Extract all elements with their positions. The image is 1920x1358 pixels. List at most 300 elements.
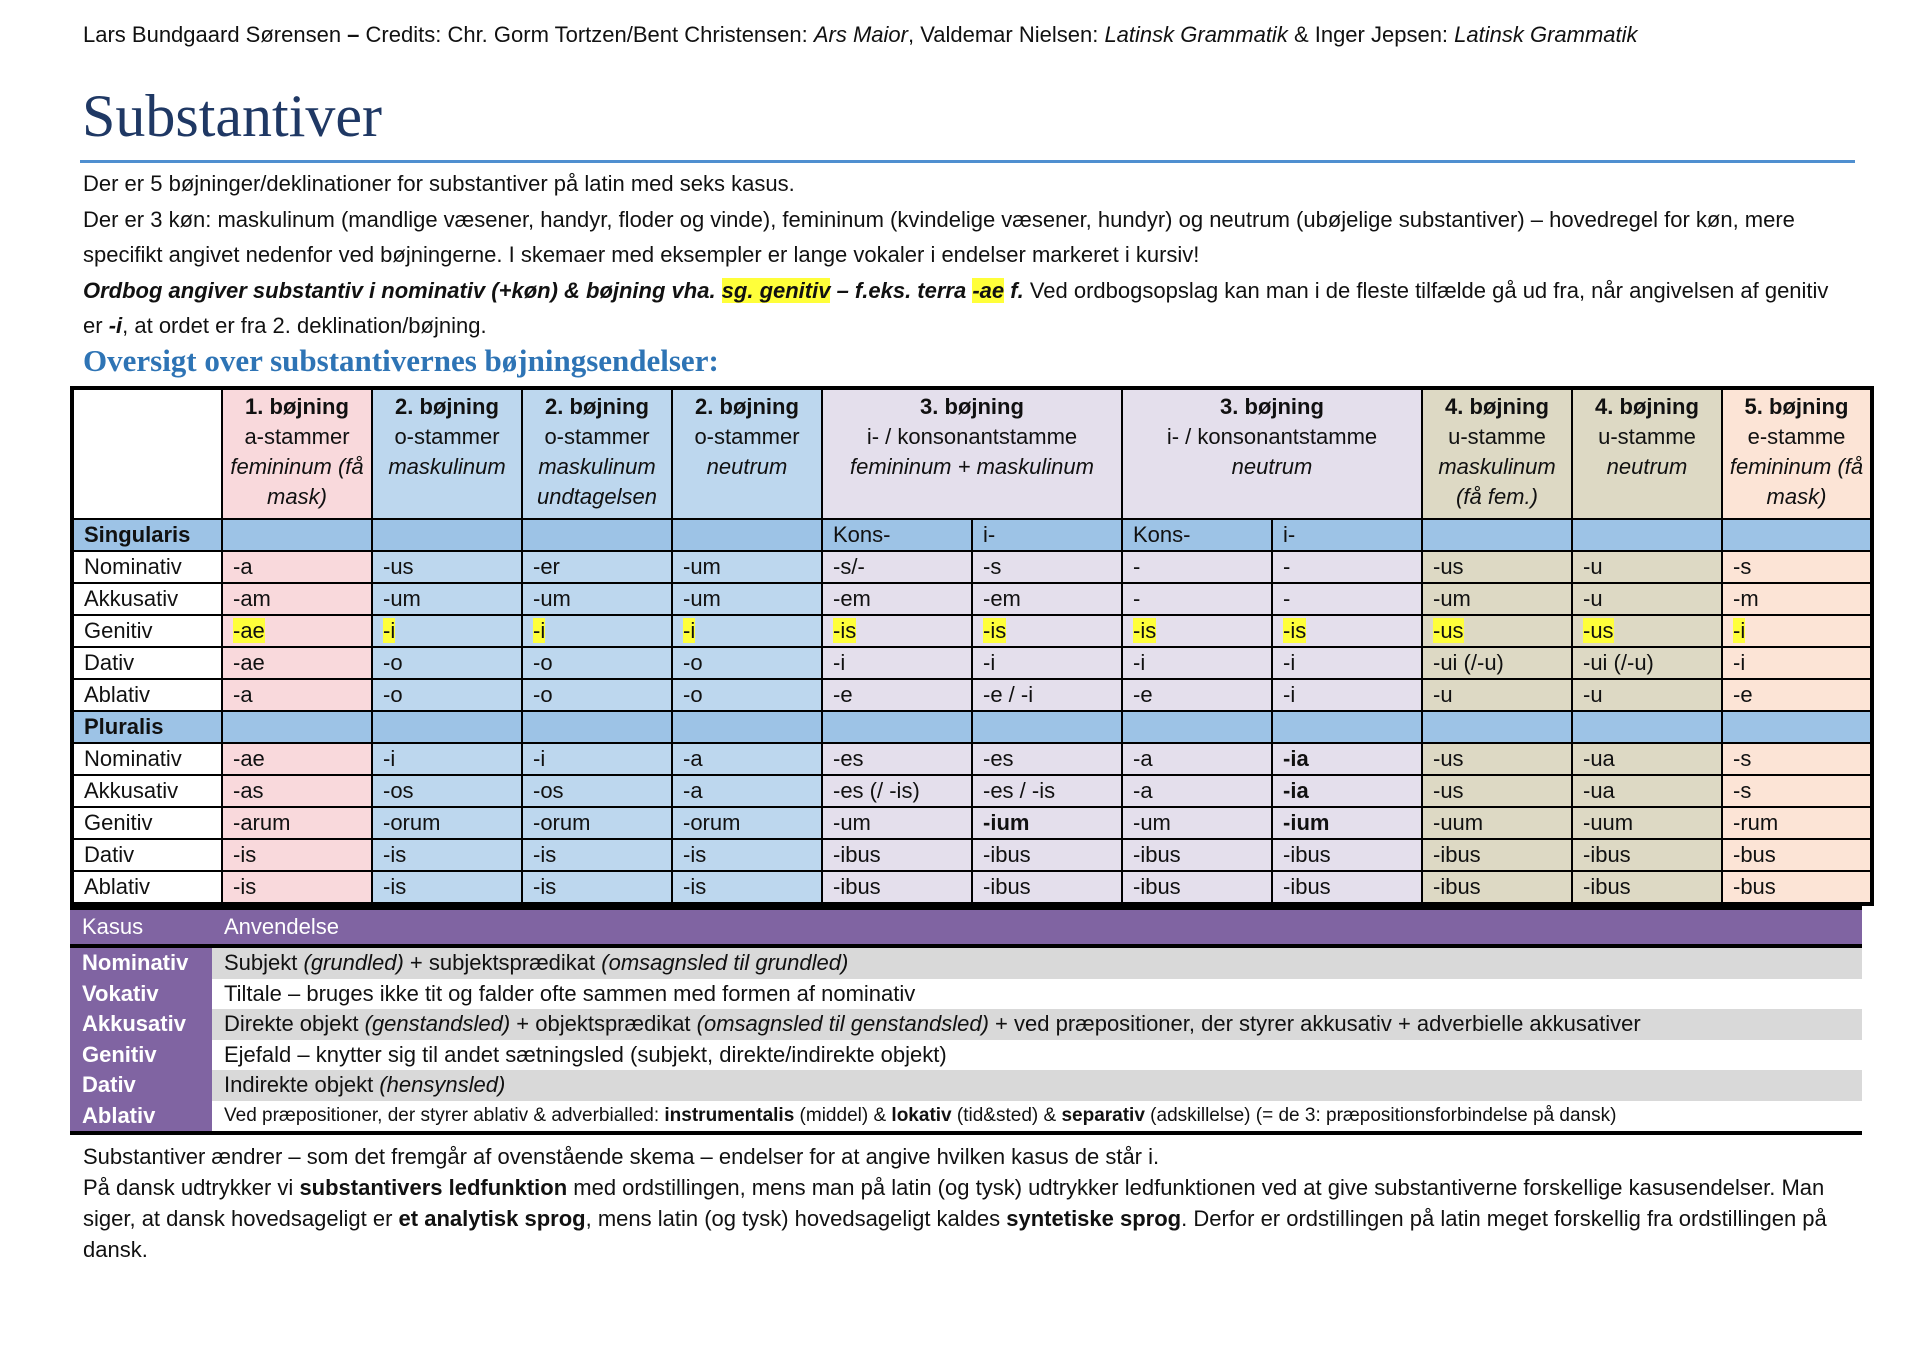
ending-cell [222,775,372,807]
case-usage-row [70,1009,1862,1040]
ending-value: -ibus [1583,874,1631,899]
ending-cell [1422,551,1572,583]
ending-value: -o [533,650,553,675]
ending-cell [372,807,522,839]
ending-value: -u [1583,554,1603,579]
ending-cell [222,551,372,583]
declension-stem: u-stamme [1448,424,1546,449]
ending-cell [672,615,822,647]
ending-value: -is [1283,618,1307,643]
section-cell [1422,519,1572,551]
ending-cell [1422,807,1572,839]
ending-value: -ae [233,618,265,643]
case-usage-text: Ejefald – knytter sig til andet sætningsled (subjekt, direkte/indirekte objekt) [224,1041,947,1067]
ending-cell [1722,743,1872,775]
ending-value: -ibus [1433,874,1481,899]
ending-cell [1422,775,1572,807]
ending-value: -bus [1733,874,1776,899]
table-row [72,583,1872,615]
declension-title: 2. bøjning [695,394,799,419]
section-cell [1122,711,1272,743]
declension-header [222,388,372,519]
ending-value: -u [1433,682,1453,707]
declension-title: 4. bøjning [1445,394,1549,419]
stem-subheader: Kons- [1122,519,1272,551]
ending-value: -us [1433,746,1464,771]
ending-cell [372,647,522,679]
case-name: Nominativ [70,946,212,979]
case-usage-text: (grundled) [303,950,404,976]
header-anvendelse: Anvendelse [212,908,1862,946]
ending-value: -ibus [1133,874,1181,899]
ending-cell [972,743,1122,775]
case-usage [212,1070,1862,1101]
ending-value: -o [383,650,403,675]
ending-value: -ibus [1133,842,1181,867]
ending-value: -as [233,778,264,803]
ending-value: -um [533,586,571,611]
ending-cell [522,583,672,615]
section-label: Pluralis [72,711,222,743]
table-row [72,871,1872,904]
ending-cell [1122,871,1272,904]
ending-value: -i [1283,682,1296,707]
ending-cell [222,839,372,871]
ending-cell [1422,743,1572,775]
ending-value: -e [1733,682,1753,707]
ending-value: - [1133,586,1141,611]
ending-value: -us [383,554,414,579]
ending-value: -orum [533,810,591,835]
ending-cell [822,839,972,871]
case-usage-row [70,1070,1862,1101]
ending-value: -ibus [1433,842,1481,867]
ending-cell [222,871,372,904]
ending-cell [522,743,672,775]
ending-cell [822,807,972,839]
declension-stem: o-stammer [694,424,800,449]
ending-cell [372,839,522,871]
highlight-sg-genitiv: sg. genitiv [721,277,831,303]
ending-cell [1572,871,1722,904]
ending-value: -is [383,874,407,899]
ending-value: -is [833,618,857,643]
ending-value: -a [233,682,253,707]
ending-value: -us [1433,778,1464,803]
ending-value: -o [683,650,703,675]
section-cell [372,519,522,551]
table-row [72,647,1872,679]
ending-cell [1272,743,1422,775]
section-cell [522,711,672,743]
declension-title: 4. bøjning [1595,394,1699,419]
ending-cell [1572,647,1722,679]
ending-cell [1272,615,1422,647]
ending-cell [1272,807,1422,839]
ending-value: -a [683,778,703,803]
case-label: Akkusativ [72,775,222,807]
declension-table [70,386,1874,906]
ending-value: -um [1433,586,1471,611]
header-kasus: Kasus [70,908,212,946]
case-usage-text: instrumentalis [664,1104,795,1126]
intro-text [83,166,1853,344]
outro-line-2: På dansk udtrykker vi substantivers ledfunktion med ordstillingen, mens man på latin (og tysk) udtrykker ledfunktionen ved at give substantiverne forskellige kasusendelser. Man siger, at dansk hovedsageligt er et analytisk sprog, mens latin (og tysk) hovedsageligt kaldes syntetiske sprog. Derfor er ordstillingen på latin meget forskellig fra ordstillingen på dansk. [83,1175,1827,1262]
ending-cell [1722,679,1872,711]
case-name: Genitiv [70,1040,212,1071]
ending-value: -bus [1733,842,1776,867]
declension-header [522,388,672,519]
ending-cell [522,647,672,679]
ending-cell [672,839,822,871]
declension-title: 2. bøjning [395,394,499,419]
ending-cell [972,807,1122,839]
ending-cell [372,743,522,775]
ending-value: -is [1133,618,1157,643]
ending-value: -is [683,842,707,867]
ending-cell [1572,679,1722,711]
ending-cell [1272,583,1422,615]
ending-cell [522,615,672,647]
case-usage-text: lokativ [891,1104,952,1126]
intro-line-1: Der er 5 bøjninger/deklinationer for substantiver på latin med seks kasus. [83,171,795,196]
ending-cell [1122,743,1272,775]
ending-cell [972,647,1122,679]
ending-value: -is [983,618,1007,643]
ending-value: -er [533,554,560,579]
declension-gender: maskulinum [388,454,506,479]
ending-value: -orum [683,810,741,835]
ending-cell [372,775,522,807]
ending-value: -uum [1433,810,1484,835]
author: Lars Bundgaard Sørensen [83,22,342,47]
outro-line-1: Substantiver ændrer – som det fremgår af ovenstående skema – endelser for at angive hvilken kasus de står i. [83,1144,1160,1169]
ending-value: -i [533,618,546,643]
case-usage [212,979,1862,1010]
ending-value: - [1133,554,1141,579]
ending-value: -u [1583,586,1603,611]
ending-value: -um [683,554,721,579]
ending-value: -e [1133,682,1153,707]
ending-value: -es [833,746,864,771]
ending-cell [672,743,822,775]
ending-cell [672,807,822,839]
ending-value: -ui (/-u) [1583,650,1654,675]
ending-value: -i [383,746,396,771]
ending-cell [222,679,372,711]
ending-value: -a [233,554,253,579]
declension-stem: i- / konsonantstamme [1166,424,1378,449]
case-usage [212,1009,1862,1040]
case-usage-text: (omsagnsled til genstandsled) [696,1011,989,1037]
ending-cell [1122,551,1272,583]
table-row [72,679,1872,711]
ending-value: -is [533,842,557,867]
case-usage-text: (adskillelse) (= de 3: præpositionsforbindelse på dansk) [1144,1104,1617,1126]
ending-value: -ibus [833,874,881,899]
ending-value: -m [1733,586,1759,611]
ending-value: -rum [1733,810,1779,835]
section-row [72,711,1872,743]
ending-value: -e / -i [983,682,1034,707]
declension-header-row [72,388,1872,519]
section-cell [1722,519,1872,551]
section-cell [1572,711,1722,743]
section-row [72,519,1872,551]
declension-stem: i- / konsonantstamme [866,424,1078,449]
ending-value: -ibus [983,874,1031,899]
case-usage-text: (hensynsled) [379,1072,506,1098]
section-cell [972,711,1122,743]
ending-cell [222,743,372,775]
ending-cell [1272,679,1422,711]
declension-gender: femininum (få mask) [230,454,364,509]
ending-value: -is [533,874,557,899]
case-name: Ablativ [70,1101,212,1134]
case-usage-text: Direkte objekt [224,1011,365,1037]
ending-cell [1722,615,1872,647]
ending-value: -o [533,682,553,707]
ending-cell [1272,839,1422,871]
case-usage-text: (genstandsled) [364,1011,511,1037]
ending-cell [672,775,822,807]
ending-value: -arum [233,810,291,835]
ending-value: -ibus [1283,842,1331,867]
ending-cell [822,775,972,807]
case-label: Nominativ [72,551,222,583]
table-row [72,839,1872,871]
ending-cell [522,871,672,904]
section-cell [222,519,372,551]
ending-value: -ui (/-u) [1433,650,1504,675]
ending-value: -s [1733,746,1752,771]
ending-cell [822,583,972,615]
declension-stem: u-stamme [1598,424,1696,449]
ending-cell [672,583,822,615]
table-row [72,551,1872,583]
declension-gender: maskulinum (få fem.) [1438,454,1556,509]
ending-value: -is [383,842,407,867]
ending-value: -es (/ -is) [833,778,920,803]
declension-title: 3. bøjning [920,394,1024,419]
declension-gender: maskulinum undtagelsen [537,454,657,509]
table-row [72,775,1872,807]
section-cell [1422,711,1572,743]
ending-cell [1422,583,1572,615]
ending-cell [522,679,672,711]
section-label: Singularis [72,519,222,551]
ending-value: -os [533,778,564,803]
ending-value: -e [833,682,853,707]
ending-cell [1272,871,1422,904]
ending-cell [972,775,1122,807]
stem-subheader: Kons- [822,519,972,551]
ending-value: -em [983,586,1021,611]
ending-value: -i [383,618,396,643]
ending-cell [672,647,822,679]
intro-line-2: Der er 3 køn: maskulinum (mandlige væsener, handyr, floder og vinde), femininum (kvindelige væsener, hundyr) og neutrum (ubøjelige substantiver) – hovedregel for køn, mere specifikt angivet nedenfor ved bøjningerne. I skemaer med eksempler er lange vokaler i endelser markeret i kursiv! [83,206,1795,267]
stem-subheader: i- [1272,519,1422,551]
ending-value: -ibus [983,842,1031,867]
declension-title: 3. bøjning [1220,394,1324,419]
ending-value: -ae [233,746,265,771]
ending-value: -is [683,874,707,899]
ending-value: -uum [1583,810,1634,835]
ending-value: -us [1433,618,1464,643]
ending-cell [672,679,822,711]
ending-value: -a [1133,778,1153,803]
ending-cell [1122,775,1272,807]
case-usage-text: separativ [1061,1104,1145,1126]
title-divider [80,160,1855,163]
ending-cell [822,743,972,775]
ending-cell [972,615,1122,647]
ending-cell [972,679,1122,711]
ending-value: -i [533,746,546,771]
ending-value: -i [983,650,996,675]
ending-cell [222,583,372,615]
ending-cell [522,775,672,807]
ending-cell [822,615,972,647]
ending-value: -us [1433,554,1464,579]
case-usage-row [70,946,1862,979]
ending-value: -s [1733,554,1752,579]
declension-gender: neutrum [1606,454,1688,479]
section-cell [822,711,972,743]
case-label: Genitiv [72,807,222,839]
case-usage-text: (tid&sted) & [951,1104,1062,1126]
ending-value: -um [833,810,871,835]
case-usage-text: Indirekte objekt [224,1072,380,1098]
declension-gender: femininum (få mask) [1729,454,1864,509]
ending-value: -i [683,618,696,643]
stem-subheader: i- [972,519,1122,551]
case-usage [212,1040,1862,1071]
ending-value: -ae [233,650,265,675]
ending-cell [1422,615,1572,647]
ending-value: -s [983,554,1002,579]
ending-cell [372,551,522,583]
declension-gender: femininum + maskulinum [850,454,1094,479]
declension-header [1722,388,1872,519]
ending-cell [372,679,522,711]
case-usage-text: + objektsprædikat [510,1011,697,1037]
declension-title: 1. bøjning [245,394,349,419]
ending-cell [1572,615,1722,647]
ending-cell [1572,839,1722,871]
ending-value: -os [383,778,414,803]
table-row [72,807,1872,839]
case-name: Akkusativ [70,1009,212,1040]
ending-cell [672,871,822,904]
case-usage-table [70,906,1862,1135]
ending-cell [522,839,672,871]
ending-cell [372,583,522,615]
section-cell [1722,711,1872,743]
case-name: Dativ [70,1070,212,1101]
ending-cell [1422,871,1572,904]
outro-text [83,1141,1853,1265]
case-usage [212,1101,1862,1134]
ending-value: -i [1733,650,1746,675]
case-usage-row [70,1101,1862,1134]
case-usage-text: (middel) & [794,1104,892,1126]
ending-value: -um [383,586,421,611]
ending-value: -ua [1583,778,1615,803]
ending-value: -o [683,682,703,707]
ending-cell [1122,615,1272,647]
ending-cell [1272,775,1422,807]
ending-cell [1722,583,1872,615]
highlight-ae: -ae [972,277,1005,303]
ending-value: -ia [1283,778,1309,803]
declension-stem: o-stammer [394,424,500,449]
ending-cell [1122,807,1272,839]
declension-title: 2. bøjning [545,394,649,419]
declension-stem: o-stammer [544,424,650,449]
ending-cell [822,871,972,904]
ending-value: -ibus [1283,874,1331,899]
ending-cell [1122,839,1272,871]
ending-cell [672,551,822,583]
ending-cell [1122,647,1272,679]
ending-value: -ibus [833,842,881,867]
case-usage-text: Tiltale – bruges ikke tit og falder ofte sammen med formen af nominativ [224,980,916,1006]
declension-header [1422,388,1572,519]
ending-value: -i [1283,650,1296,675]
ending-value: -i [1733,618,1746,643]
ending-cell [972,583,1122,615]
ending-cell [1572,743,1722,775]
case-usage-text: (omsagnsled til grundled) [601,950,849,976]
page-title: Substantiver [82,83,382,149]
ending-cell [972,871,1122,904]
ending-cell [1572,583,1722,615]
declension-header [1572,388,1722,519]
section-cell [672,711,822,743]
ending-value: -is [233,874,257,899]
case-label: Dativ [72,839,222,871]
ending-value: -ium [983,810,1030,835]
declension-header [672,388,822,519]
table-row [72,743,1872,775]
ending-cell [222,807,372,839]
ending-value: -i [1133,650,1146,675]
case-usage-header [70,908,1862,946]
ending-value: -u [1583,682,1603,707]
ending-cell [222,647,372,679]
case-label: Ablativ [72,871,222,904]
ending-cell [522,551,672,583]
ending-cell [1272,551,1422,583]
ending-value: -orum [383,810,441,835]
case-usage-text: Ved præpositioner, der styrer ablativ & adverbialled: [224,1104,665,1126]
declension-stem: e-stamme [1747,424,1846,449]
ending-cell [1722,839,1872,871]
ending-cell [1722,807,1872,839]
ending-cell [372,871,522,904]
ending-cell [1122,583,1272,615]
declension-gender: neutrum [706,454,788,479]
ending-value: -ia [1283,746,1309,771]
intro-line-3: Ordbog angiver substantiv i nominativ (+køn) & bøjning vha. sg. genitiv – f.eks. terra -ae f. Ved ordbogsopslag kan man i de fleste tilfælde gå ud fra, når angivelsen af genitiv er -i, at ordet er fra 2. deklination/bøjning. [83,277,1829,338]
section-cell [222,711,372,743]
ending-cell [1722,775,1872,807]
section-cell [1272,711,1422,743]
ending-cell [822,551,972,583]
case-label: Ablativ [72,679,222,711]
ending-value: - [1283,554,1291,579]
